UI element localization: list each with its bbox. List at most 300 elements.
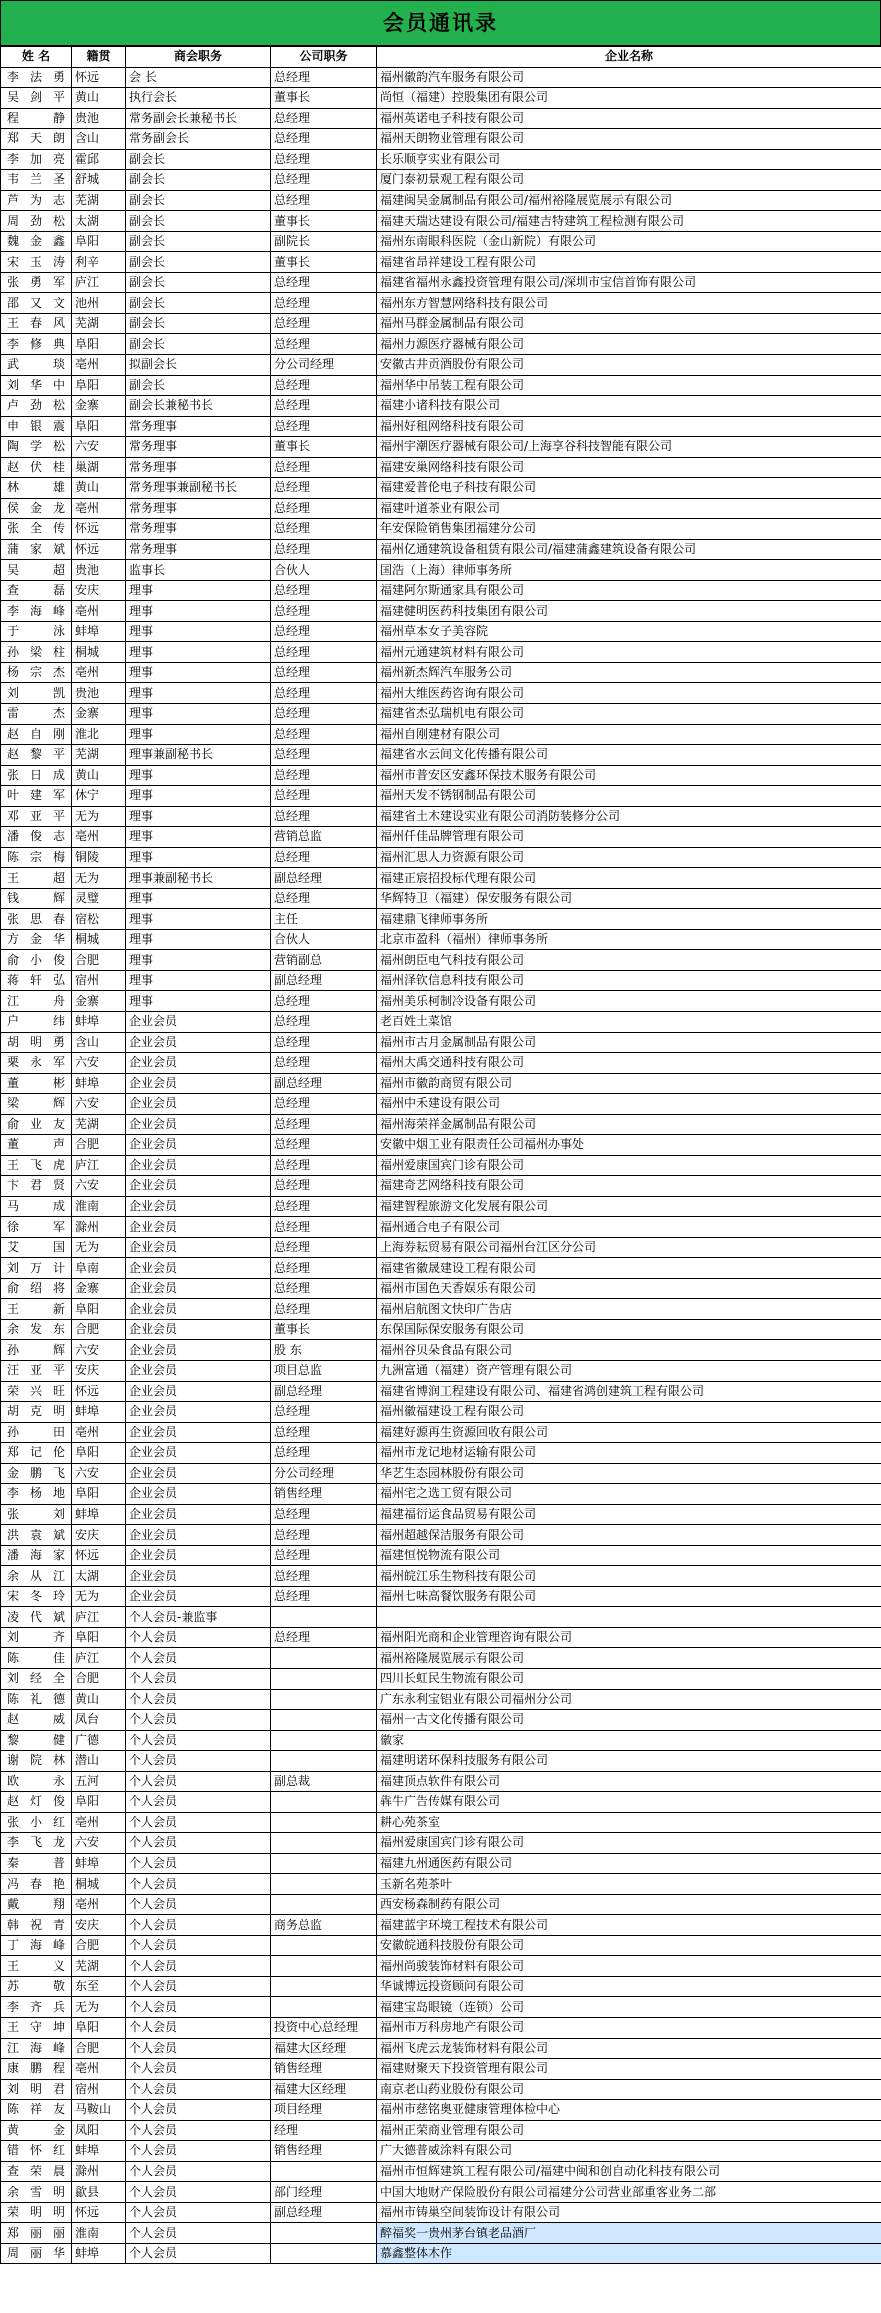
member-role: 理事兼副秘书长 [126,745,271,766]
member-company: 福建财聚天下投资管理有限公司 [377,2059,881,2080]
member-name: 艾 国 [1,1237,72,1258]
member-role: 理事 [126,970,271,991]
member-company: 福州大维医药咨询有限公司 [377,683,881,704]
member-name: 冯春艳 [1,1874,72,1895]
member-position: 总经理 [271,457,377,478]
member-position: 销售经理 [271,2141,377,2162]
member-name: 洪袁斌 [1,1525,72,1546]
member-company: 福州华中吊装工程有限公司 [377,375,881,396]
member-name: 赵 威 [1,1710,72,1731]
member-company: 福建省杰弘瑞机电有限公司 [377,704,881,725]
member-role: 理事 [126,683,271,704]
table-row [1,416,881,437]
table-row [1,847,881,868]
member-origin: 池州 [72,293,126,314]
table-row [1,1894,881,1915]
member-name: 林 雄 [1,478,72,499]
member-role: 个人会员 [126,1710,271,1731]
table-row [1,724,881,745]
member-position: 股 东 [271,1340,377,1361]
member-role: 个人会员 [126,2079,271,2100]
member-role: 个人会员 [126,2100,271,2121]
member-company: 九洲富通（福建）资产管理有限公司 [377,1361,881,1382]
member-position: 总经理 [271,272,377,293]
member-company: 醉福奖一贵州茅台镇老品酒厂 [377,2223,881,2244]
member-origin: 广德 [72,1730,126,1751]
member-origin: 亳州 [72,2059,126,2080]
table-row [1,2161,881,2182]
member-origin: 庐江 [72,272,126,293]
table-row [1,354,881,375]
member-role: 个人会员 [126,1812,271,1833]
header-origin: 籍贯 [72,47,126,68]
member-name: 丁海峰 [1,1935,72,1956]
page-title: 会员通讯录 [0,0,881,46]
member-name: 蒲家斌 [1,539,72,560]
table-row [1,1566,881,1587]
member-position: 商务总监 [271,1915,377,1936]
member-role: 理事 [126,929,271,950]
member-origin: 芜湖 [72,1114,126,1135]
member-role: 副会长 [126,149,271,170]
member-name: 叶建军 [1,786,72,807]
member-role: 个人会员 [126,1668,271,1689]
member-company: 厦门泰初景观工程有限公司 [377,170,881,191]
member-name: 周丽华 [1,2243,72,2264]
table-row [1,1484,881,1505]
member-company [377,1607,881,1628]
member-role: 企业会员 [126,1586,271,1607]
member-role: 企业会员 [126,1545,271,1566]
member-name: 李修典 [1,334,72,355]
member-company: 福州一古文化传播有限公司 [377,1710,881,1731]
member-company: 福州市慈铭奥亚健康管理体检中心 [377,2100,881,2121]
member-name: 武 琰 [1,354,72,375]
member-role: 拟副会长 [126,354,271,375]
member-origin: 怀远 [72,519,126,540]
member-origin: 灵璧 [72,888,126,909]
member-origin: 巢湖 [72,457,126,478]
member-origin: 六安 [72,1176,126,1197]
member-origin: 黄山 [72,1689,126,1710]
member-company: 福建安巢网络科技有限公司 [377,457,881,478]
member-position: 总经理 [271,1217,377,1238]
member-position: 总经理 [271,1258,377,1279]
member-role: 个人会员 [126,1853,271,1874]
member-company: 福建蓝宇环境工程技术有限公司 [377,1915,881,1936]
member-origin: 合肥 [72,1935,126,1956]
member-name: 邓亚平 [1,806,72,827]
table-row [1,1668,881,1689]
member-origin: 安庆 [72,1361,126,1382]
member-position: 总经理 [271,1011,377,1032]
member-role: 理事 [126,765,271,786]
table-row [1,1237,881,1258]
member-name: 刘万计 [1,1258,72,1279]
member-origin: 金寨 [72,991,126,1012]
table-row [1,108,881,129]
table-row [1,2243,881,2264]
member-name: 钱 辉 [1,888,72,909]
member-origin: 凤阳 [72,2120,126,2141]
member-company: 福建好源再生资源回收有限公司 [377,1422,881,1443]
member-origin: 无为 [72,1586,126,1607]
member-name: 余雪明 [1,2182,72,2203]
member-company: 福建省土木建设实业有限公司消防装修分公司 [377,806,881,827]
member-company: 福州徽韵汽车服务有限公司 [377,67,881,88]
table-row [1,868,881,889]
member-name: 孙 辉 [1,1340,72,1361]
table-row [1,704,881,725]
member-company: 华艺生态园林股份有限公司 [377,1463,881,1484]
member-position [271,1689,377,1710]
member-company: 玉新名苑茶叶 [377,1874,881,1895]
member-position: 营销副总 [271,950,377,971]
member-company: 四川长虹民生物流有限公司 [377,1668,881,1689]
member-origin: 合肥 [72,1668,126,1689]
table-row [1,1463,881,1484]
member-role: 常务理事兼副秘书长 [126,478,271,499]
member-position: 总经理 [271,108,377,129]
member-name: 陈宗梅 [1,847,72,868]
table-row [1,1504,881,1525]
member-name: 刘经全 [1,1668,72,1689]
member-origin: 含山 [72,129,126,150]
member-name: 陶学松 [1,437,72,458]
member-position: 总经理 [271,539,377,560]
member-company: 西安杨森制药有限公司 [377,1894,881,1915]
member-position: 总经理 [271,1299,377,1320]
member-company: 福州仟佳品牌管理有限公司 [377,827,881,848]
member-position [271,1668,377,1689]
table-row [1,539,881,560]
member-company: 福州市恒辉建筑工程有限公司/福建中闽和创自动化科技有限公司 [377,2161,881,2182]
member-origin: 亳州 [72,1422,126,1443]
table-row [1,786,881,807]
member-role: 副会长 [126,375,271,396]
member-role: 企业会员 [126,1196,271,1217]
member-position: 总经理 [271,1525,377,1546]
member-role: 理事 [126,580,271,601]
table-row [1,2100,881,2121]
member-position: 总经理 [271,1402,377,1423]
member-role: 企业会员 [126,1176,271,1197]
member-name: 俞业友 [1,1114,72,1135]
member-position: 总经理 [271,478,377,499]
member-position [271,1853,377,1874]
member-role: 理事 [126,601,271,622]
member-company: 福建省福州永鑫投资管理有限公司/深圳市宝信首饰有限公司 [377,272,881,293]
member-origin: 蚌埠 [72,2141,126,2162]
member-company: 福州谷贝朵食品有限公司 [377,1340,881,1361]
member-company: 福州力源医疗器械有限公司 [377,334,881,355]
member-company: 福建省博润工程建设有限公司、福建省鸿创建筑工程有限公司 [377,1381,881,1402]
member-company: 安徽皖通科技股份有限公司 [377,1935,881,1956]
member-company: 福州七味高餐饮服务有限公司 [377,1586,881,1607]
member-name: 谢院林 [1,1751,72,1772]
member-name: 杨宗杰 [1,662,72,683]
table-row [1,909,881,930]
member-name: 韦兰圣 [1,170,72,191]
member-name: 凌代斌 [1,1607,72,1628]
member-origin: 安庆 [72,580,126,601]
member-role: 企业会员 [126,1135,271,1156]
member-name: 孙 田 [1,1422,72,1443]
member-position: 副总经理 [271,970,377,991]
member-role: 企业会员 [126,1299,271,1320]
table-row [1,1217,881,1238]
header-name: 姓 名 [1,47,72,68]
member-company: 福州亿通建筑设备租赁有限公司/福建蒲鑫建筑设备有限公司 [377,539,881,560]
member-position: 董事长 [271,211,377,232]
member-company: 福州东南眼科医院（金山新院）有限公司 [377,231,881,252]
member-position: 副总裁 [271,1771,377,1792]
member-origin: 蚌埠 [72,1853,126,1874]
member-name: 秦 普 [1,1853,72,1874]
member-company: 福州宅之选工贸有限公司 [377,1484,881,1505]
member-company: 安徽中烟工业有限责任公司福州办事处 [377,1135,881,1156]
member-origin: 无为 [72,806,126,827]
member-origin: 贵池 [72,108,126,129]
member-company: 福州美乐柯制冷设备有限公司 [377,991,881,1012]
member-position: 总经理 [271,396,377,417]
member-company: 福建叶道茶业有限公司 [377,498,881,519]
member-name: 江海峰 [1,2038,72,2059]
member-company: 福建九州通医药有限公司 [377,1853,881,1874]
member-company: 福州尚骏装饰材料有限公司 [377,1956,881,1977]
member-origin: 阜阳 [72,1484,126,1505]
table-row [1,662,881,683]
member-origin: 黄山 [72,765,126,786]
table-row [1,1094,881,1115]
member-position: 销售经理 [271,1484,377,1505]
member-company: 福州大禹交通科技有限公司 [377,1053,881,1074]
member-position: 总经理 [271,1032,377,1053]
member-company: 福州通合电子有限公司 [377,1217,881,1238]
table-row [1,334,881,355]
member-role: 个人会员-兼监事 [126,1607,271,1628]
member-origin: 怀远 [72,539,126,560]
member-origin: 淮南 [72,1196,126,1217]
member-position: 总经理 [271,1237,377,1258]
member-name: 李海峰 [1,601,72,622]
member-origin: 亳州 [72,662,126,683]
member-role: 个人会员 [126,1730,271,1751]
member-role: 副会长 [126,334,271,355]
member-name: 张小红 [1,1812,72,1833]
member-company: 福州市龙记地材运输有限公司 [377,1443,881,1464]
member-company: 上海券耘贸易有限公司福州台江区分公司 [377,1237,881,1258]
member-name: 江 舟 [1,991,72,1012]
member-role: 理事 [126,847,271,868]
member-role: 企业会员 [126,1237,271,1258]
member-origin: 六安 [72,1463,126,1484]
member-position: 总经理 [271,806,377,827]
member-role: 个人会员 [126,2038,271,2059]
table-row [1,683,881,704]
member-company: 年安保险销售集团福建分公司 [377,519,881,540]
member-origin: 蚌埠 [72,621,126,642]
member-position: 销售经理 [271,2059,377,2080]
member-name: 邵又文 [1,293,72,314]
member-name: 胡克明 [1,1402,72,1423]
member-position: 福建大区经理 [271,2079,377,2100]
member-name: 郑记伦 [1,1443,72,1464]
member-name: 潘海家 [1,1545,72,1566]
member-role: 常务理事 [126,457,271,478]
member-name: 俞小俊 [1,950,72,971]
member-role: 个人会员 [126,1792,271,1813]
member-position: 营销总监 [271,827,377,848]
member-role: 个人会员 [126,2018,271,2039]
table-row [1,1525,881,1546]
member-position: 副总经理 [271,1073,377,1094]
member-role: 常务理事 [126,519,271,540]
member-name: 黄 金 [1,2120,72,2141]
member-name: 荣明明 [1,2202,72,2223]
member-position: 副总经理 [271,868,377,889]
member-name: 宋玉涛 [1,252,72,273]
member-name: 刘明君 [1,2079,72,2100]
member-position: 总经理 [271,621,377,642]
member-origin: 蚌埠 [72,1504,126,1525]
member-position: 投资中心总经理 [271,2018,377,2039]
table-row [1,2038,881,2059]
member-company: 福州泽钦信息科技有限公司 [377,970,881,991]
member-name: 卞君贤 [1,1176,72,1197]
member-name: 王 新 [1,1299,72,1320]
member-name: 赵黎平 [1,745,72,766]
member-position: 副院长 [271,231,377,252]
member-role: 企业会员 [126,1319,271,1340]
member-name: 赵自刚 [1,724,72,745]
member-role: 企业会员 [126,1443,271,1464]
member-origin: 阜阳 [72,2018,126,2039]
member-company: 福州市万科房地产有限公司 [377,2018,881,2039]
member-company: 福州东方智慧网络科技有限公司 [377,293,881,314]
member-company: 福建明诺环保科技服务有限公司 [377,1751,881,1772]
table-row [1,2223,881,2244]
member-position: 总经理 [271,765,377,786]
table-row [1,827,881,848]
member-position: 总经理 [271,601,377,622]
member-role: 常务副会长兼秘书长 [126,108,271,129]
member-position: 总经理 [271,129,377,150]
table-row [1,2182,881,2203]
table-row [1,2120,881,2141]
member-origin: 芜湖 [72,1956,126,1977]
member-role: 理事 [126,806,271,827]
table-row [1,88,881,109]
member-role: 企业会员 [126,1258,271,1279]
member-origin: 亳州 [72,1812,126,1833]
member-role: 企业会员 [126,1504,271,1525]
member-name: 王守坤 [1,2018,72,2039]
member-company: 中国大地财产保险股份有限公司福建分公司营业部重客业务二部 [377,2182,881,2203]
member-origin: 凤台 [72,1710,126,1731]
member-role: 企业会员 [126,1463,271,1484]
member-position: 总经理 [271,1566,377,1587]
member-role: 个人会员 [126,1833,271,1854]
member-name: 康鹏程 [1,2059,72,2080]
member-role: 副会长兼秘书长 [126,396,271,417]
member-position: 总经理 [271,642,377,663]
member-name: 宋冬玲 [1,1586,72,1607]
member-name: 张勇军 [1,272,72,293]
table-row [1,806,881,827]
member-position [271,1874,377,1895]
member-role: 企业会员 [126,1053,271,1074]
table-row [1,1073,881,1094]
member-company: 福州海荣祥金属制品有限公司 [377,1114,881,1135]
member-company: 福州皖江乐生物科技有限公司 [377,1566,881,1587]
member-origin: 桐城 [72,1874,126,1895]
member-name: 张思春 [1,909,72,930]
member-name: 汪亚平 [1,1361,72,1382]
member-role: 副会长 [126,293,271,314]
table-row [1,991,881,1012]
member-role: 个人会员 [126,1956,271,1977]
member-position [271,1997,377,2018]
member-position [271,1751,377,1772]
member-company: 犇牛广告传媒有限公司 [377,1792,881,1813]
member-company: 福建健明医药科技集团有限公司 [377,601,881,622]
member-company: 福建鼎飞律师事务所 [377,909,881,930]
member-origin: 芜湖 [72,313,126,334]
member-role: 企业会员 [126,1032,271,1053]
member-company: 福建宝岛眼镜（连锁）公司 [377,1997,881,2018]
table-row [1,1299,881,1320]
member-origin: 安庆 [72,1915,126,1936]
member-company: 福州草本女子美容院 [377,621,881,642]
member-origin: 蚌埠 [72,2243,126,2264]
member-origin: 马鞍山 [72,2100,126,2121]
member-name: 王春风 [1,313,72,334]
member-origin: 宿州 [72,2079,126,2100]
table-row [1,1340,881,1361]
member-position: 总经理 [271,1443,377,1464]
member-name: 吴 超 [1,560,72,581]
member-position: 总经理 [271,991,377,1012]
member-position: 董事长 [271,1319,377,1340]
member-role: 企业会员 [126,1011,271,1032]
member-position: 总经理 [271,190,377,211]
member-origin: 潜山 [72,1751,126,1772]
member-company: 福建恒悦物流有限公司 [377,1545,881,1566]
member-origin: 滁州 [72,2161,126,2182]
member-origin: 太湖 [72,1566,126,1587]
table-row [1,1915,881,1936]
member-position: 总经理 [271,375,377,396]
member-company: 徽家 [377,1730,881,1751]
member-company: 福建闽吴金属制品有限公司/福州裕隆展览展示有限公司 [377,190,881,211]
member-position: 董事长 [271,437,377,458]
member-company: 福州天发不锈钢制品有限公司 [377,786,881,807]
member-role: 个人会员 [126,1915,271,1936]
member-company: 福建阿尔斯通家具有限公司 [377,580,881,601]
table-row [1,293,881,314]
table-row [1,1710,881,1731]
member-role: 执行会长 [126,88,271,109]
table-row [1,2202,881,2223]
table-row [1,888,881,909]
member-name: 雷 杰 [1,704,72,725]
member-company: 福建顶点软件有限公司 [377,1771,881,1792]
member-role: 会 长 [126,67,271,88]
table-row [1,396,881,417]
member-company: 尚恒（福建）控股集团有限公司 [377,88,881,109]
member-company: 福州朗臣电气科技有限公司 [377,950,881,971]
